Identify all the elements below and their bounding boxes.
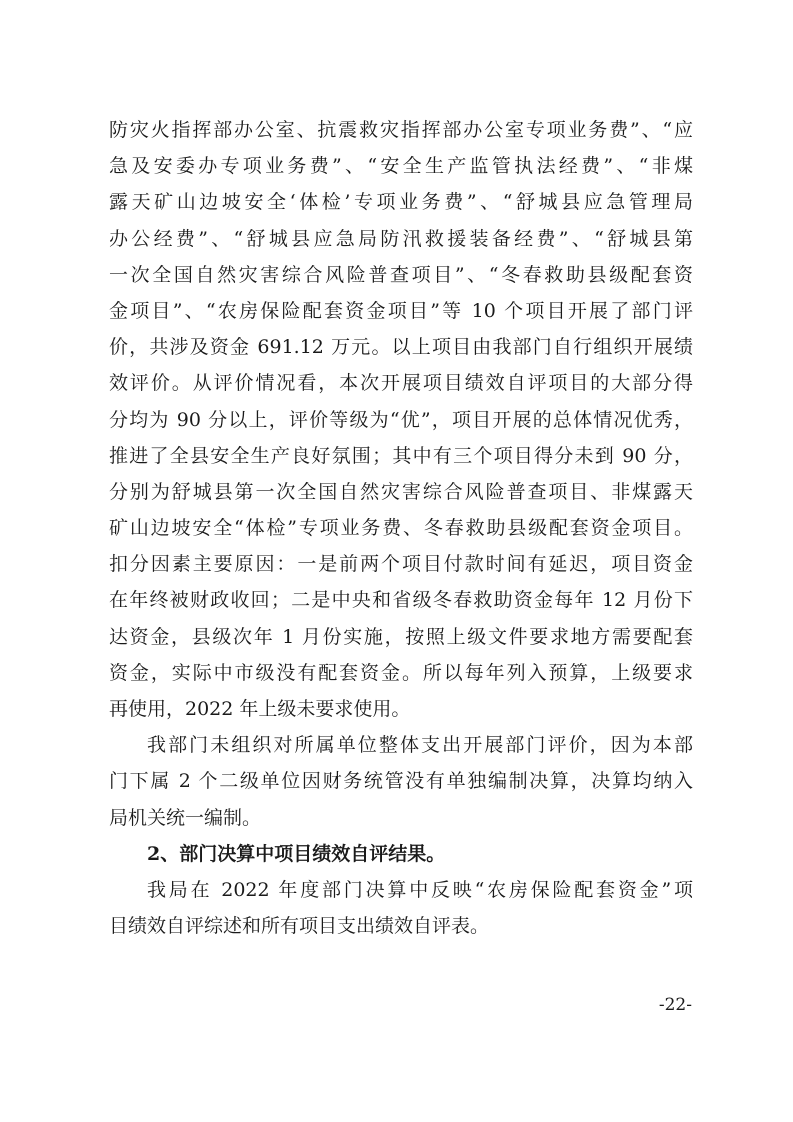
text-line: 我部门未组织对所属单位整体支出开展部门评价，因为本部: [147, 734, 693, 757]
paragraph-unit-evaluation: [109, 727, 693, 836]
text-line: 达资金，县级次年 1 月份实施，按照上级文件要求地方需要配套: [109, 625, 693, 648]
text-line: 价，共涉及资金 691.12 万元。以上项目由我部门自行组织开展绩: [109, 336, 693, 359]
text-line: 效评价。从评价情况看，本次开展项目绩效自评项目的大部分得: [109, 372, 693, 395]
text-line: 分均为 90 分以上，评价等级为“优”，项目开展的总体情况优秀，: [109, 408, 693, 431]
text-line: 再使用，2022 年上级未要求使用。: [109, 698, 411, 720]
text-line: 我局在 2022 年度部门决算中反映“农房保险配套资金”项: [147, 878, 693, 901]
text-line: 露天矿山边坡安全‘体检’专项业务费”、“舒城县应急管理局: [109, 191, 693, 214]
text-line: 推进了全县安全生产良好氛围；其中有三个项目得分未到 90 分，: [109, 444, 693, 467]
text-line: 资金，实际中市级没有配套资金。所以每年列入预算，上级要求: [109, 661, 693, 684]
text-line: 扣分因素主要原因：一是前两个项目付款时间有延迟，项目资金: [109, 553, 693, 576]
text-line: 急及安委办专项业务费”、“安全生产监管执法经费”、“非煤: [109, 155, 693, 178]
paragraph-project-evaluation: [109, 112, 693, 727]
text-line: 目绩效自评综述和所有项目支出绩效自评表。: [109, 915, 490, 938]
text-line: 分别为舒城县第一次全国自然灾害综合风险普查项目、非煤露天: [109, 480, 693, 503]
text-line: 防灾火指挥部办公室、抗震救灾指挥部办公室专项业务费”、“应: [109, 119, 693, 141]
document-body: [109, 112, 693, 944]
page-number: -22-: [658, 995, 692, 1015]
section-heading: 2、部门决算中项目绩效自评结果。: [147, 842, 446, 865]
text-line: 金项目”、“农房保险配套资金项目”等 10 个项目开展了部门评: [109, 299, 693, 322]
text-line: 在年终被财政收回；二是中央和省级冬春救助资金每年 12 月份下: [109, 589, 693, 612]
text-line: 矿山边坡安全“体检”专项业务费、冬春救助县级配套资金项目。: [109, 517, 693, 540]
paragraph-self-evaluation-results: [109, 872, 693, 944]
text-line: 办公经费”、“舒城县应急局防汛救援装备经费”、“舒城县第: [109, 227, 693, 250]
text-line: 门下属 2 个二级单位因财务统管没有单独编制决算，决算均纳入: [109, 770, 693, 793]
text-line: 一次全国自然灾害综合风险普查项目”、“冬春救助县级配套资: [109, 263, 693, 286]
text-line: 局机关统一编制。: [109, 806, 262, 829]
